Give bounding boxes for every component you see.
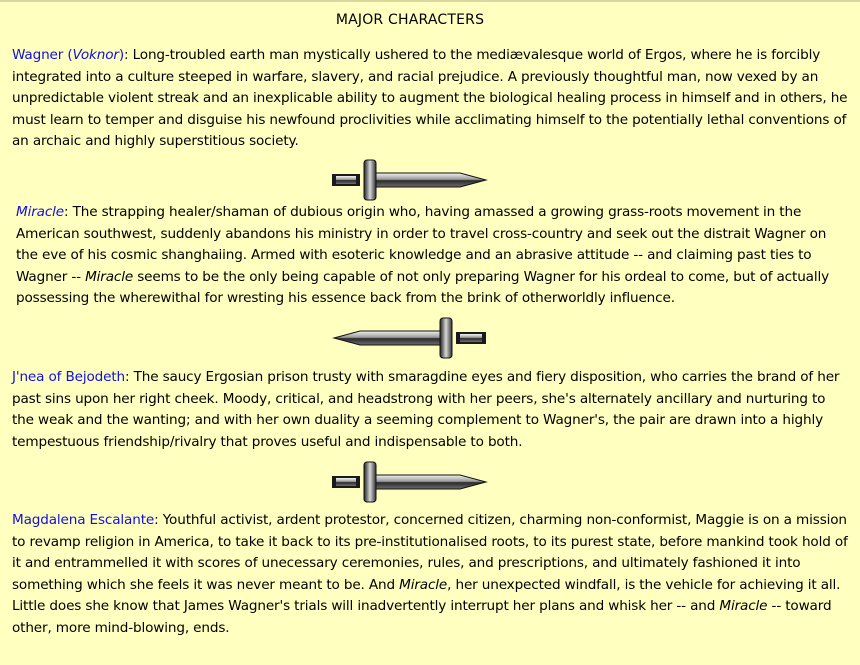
character-name-wagner: Wagner (Voknor) [12,47,125,63]
character-name-magdalena: Magdalena Escalante [12,512,155,528]
sword-icon [330,158,490,202]
character-entry-wagner [12,45,848,153]
character-entry-miracle [16,202,852,310]
sword-icon [330,316,490,360]
character-entry-jnea [12,367,848,453]
top-border [0,0,860,2]
character-description: : Long-troubled earth man mystically ushered to the mediævalesque world of Ergos, where he is forcibly integrated into a culture steeped in warfare, slavery, and racial prejudice. A previously thoughtful man, now vexed by an unpredictable violent streak and an inexplicable ability to augment the biological healing process in himself and in others, he must learn to temper and disguise his newfound proclivities while acclimating himself to the potentially lethal conventions of an archaic and highly superstitious society. [12,47,848,149]
character-description: : Youthful activist, ardent protestor, concerned citizen, charming non-conformist, Maggie is on a mission to revamp religion in America, to take it back to its pre-institutionalised roots, to its purest state, before mankind took hold of it and entrammelled it with scores of unecessary ceremonies, rules, and prescriptions, and ultimately fashioned it into something which she feels it was never meant to be. And [12,512,848,593]
character-name-jnea: J'nea of Bejodeth [12,369,125,385]
inline-character-name: Miracle [399,576,448,593]
character-description: : The strapping healer/shaman of dubious origin who, having amassed a growing grass-roots movement in the American southwest, suddenly abandons his ministry in order to travel cross-country and seek out the distrait Wagner on the eve of his cosmic shanghaiing. Armed with esoteric knowledge and an abrasive attitude -- and claiming past ties to Wagner -- [16,204,827,285]
inline-character-name: Miracle [719,598,768,614]
character-description: : The saucy Ergosian prison trusty with smaragdine eyes and fiery disposition, who carries the brand of her past sins upon her right cheek. Moody, critical, and headstrong with her peers, she's alternately ancillary and nurturing to the weak and the wanting; and with her own duality a seeming complement to Wagner's, the pair are drawn into a highly tempestuous friendship/rivalry that proves useful and indispensable to both. [12,369,840,450]
sword-icon [330,460,490,504]
character-description: -- toward other, more mind-blowing, ends. [12,598,832,636]
character-entry-magdalena [12,510,848,639]
character-name-miracle: Miracle [16,204,64,220]
inline-character-name: Miracle [85,268,134,285]
character-description: seems to be the only being capable of not only preparing Wagner for his ordeal to come, but of actually possessing the wherewithal for wresting his essence back from the brink of otherworldly influence. [16,268,829,306]
page-title: MAJOR CHARACTERS [335,12,485,28]
character-description: , her unexpected windfall, is the vehicle for achieving it all. Little does she know that James Wagner's trials will inadvertently interrupt her plans and whisk her -- and [12,576,841,614]
